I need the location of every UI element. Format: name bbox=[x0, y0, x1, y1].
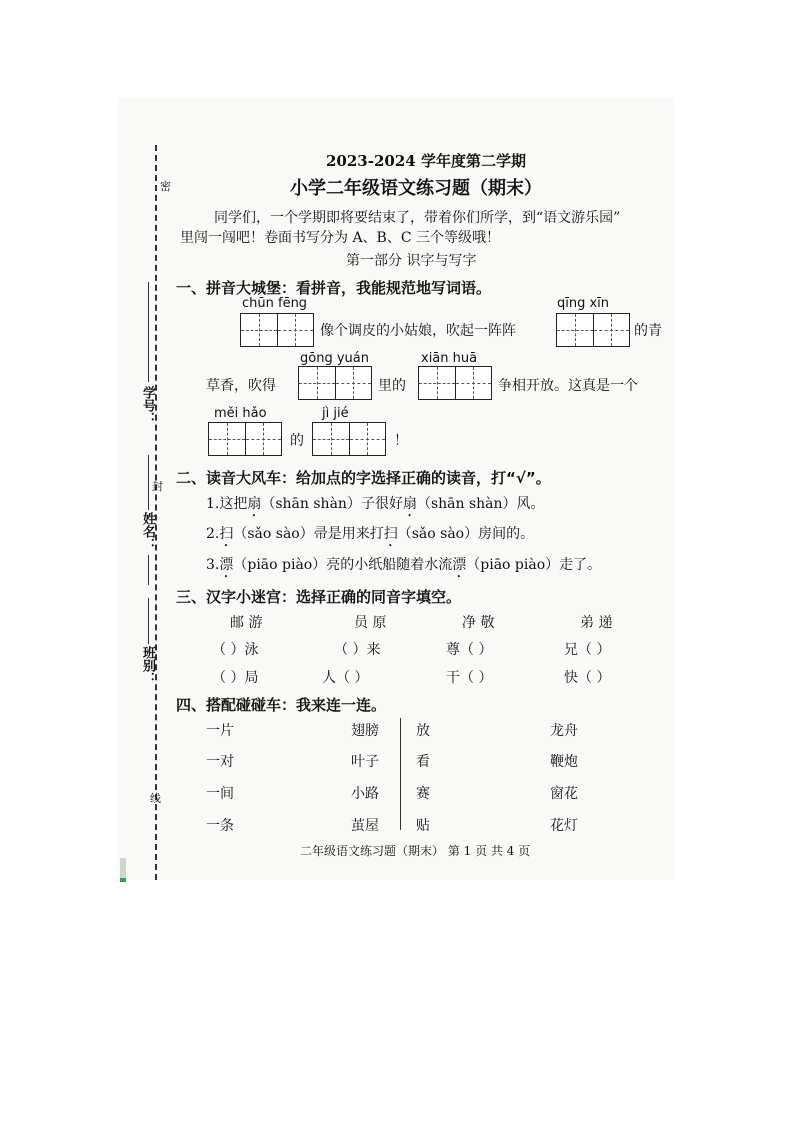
field-label-student-id: 学号： bbox=[140, 386, 155, 425]
pinyin-xianhua: xiān huā bbox=[421, 351, 478, 366]
q2-item-3-num: 3. bbox=[206, 557, 220, 573]
field-line-name[interactable] bbox=[148, 455, 149, 510]
writing-grid-xianhua[interactable] bbox=[418, 366, 492, 400]
q4-right-b-4[interactable]: 花灯 bbox=[550, 818, 578, 834]
q2-item-1-a: 这把 bbox=[219, 496, 248, 512]
writing-grid-chunfeng[interactable] bbox=[240, 313, 314, 347]
q2-item-1-dot1: 扇 bbox=[247, 496, 262, 512]
q4-right-b-3[interactable]: 窗花 bbox=[550, 786, 578, 802]
writing-grid-qingxin[interactable] bbox=[556, 313, 630, 347]
q3-group-2: 员 原 bbox=[354, 615, 387, 631]
q2-item-3-c[interactable]: （piāo piào）走了。 bbox=[466, 557, 602, 573]
field-line-name-2[interactable] bbox=[148, 555, 149, 585]
field-line-student-id[interactable] bbox=[148, 282, 149, 382]
q1-text-5: 争相开放。这真是一个 bbox=[498, 378, 638, 394]
q4-right-a-4[interactable]: 贴 bbox=[416, 818, 430, 834]
q1-heading: 一、拼音大城堡：看拼音，我能规范地写词语。 bbox=[176, 279, 492, 297]
q4-left-a-2[interactable]: 一对 bbox=[206, 754, 234, 770]
pinyin-qingxin: qīng xīn bbox=[557, 296, 610, 311]
q3-r2-c4[interactable]: 快（ ） bbox=[564, 670, 611, 686]
seal-char-feng: 封 bbox=[152, 480, 163, 493]
page-title: 小学二年级语文练习题（期末） bbox=[290, 178, 542, 199]
q3-heading: 三、汉字小迷宫：选择正确的同音字填空。 bbox=[176, 588, 462, 606]
q1-text-4: 里的 bbox=[378, 378, 406, 394]
field-label-class: 班别： bbox=[140, 646, 155, 685]
q2-item-1 bbox=[206, 493, 545, 520]
field-label-name: 姓名： bbox=[140, 512, 155, 551]
intro-line-1: 同学们，一个学期即将要结束了，带着你们所学，到“语文游乐园” bbox=[214, 210, 621, 226]
q4-left-b-1[interactable]: 翅膀 bbox=[351, 723, 379, 739]
q4-heading: 四、搭配碰碰车：我来连一连。 bbox=[176, 696, 387, 714]
q1-text-3: 草香，吹得 bbox=[206, 378, 276, 394]
q3-group-1: 邮 游 bbox=[230, 615, 263, 631]
q2-item-1-dot2: 扇 bbox=[402, 496, 417, 512]
q4-right-b-1[interactable]: 龙舟 bbox=[550, 723, 578, 739]
pinyin-gongyuan: gōng yuán bbox=[300, 351, 369, 366]
q2-item-2-num: 2. bbox=[206, 526, 220, 542]
q3-r1-c4[interactable]: 兄（ ） bbox=[564, 642, 611, 658]
q2-item-2-c[interactable]: （sǎo sào）房间的。 bbox=[397, 526, 535, 542]
q4-right-a-2[interactable]: 看 bbox=[416, 754, 430, 770]
q4-right-a-1[interactable]: 放 bbox=[416, 723, 430, 739]
q2-item-3 bbox=[206, 554, 601, 581]
q1-text-7: ！ bbox=[394, 433, 408, 449]
q4-left-b-4[interactable]: 茧屋 bbox=[351, 818, 379, 834]
q2-item-1-c[interactable]: （shān shàn）风。 bbox=[416, 496, 545, 512]
q4-left-b-3[interactable]: 小路 bbox=[351, 786, 379, 802]
q2-item-3-dot2: 漂 bbox=[452, 557, 467, 573]
q4-left-b-2[interactable]: 叶子 bbox=[351, 754, 379, 770]
q2-heading: 二、读音大风车：给加点的字选择正确的读音，打“√”。 bbox=[176, 469, 551, 487]
q1-text-6: 的 bbox=[290, 433, 304, 449]
seal-char-mi: 密 bbox=[160, 180, 171, 193]
part-title: 第一部分 识字与写字 bbox=[346, 253, 477, 269]
q3-r2-c1[interactable]: （ ）局 bbox=[212, 670, 259, 686]
q3-r1-c2[interactable]: （ ）来 bbox=[334, 642, 381, 658]
pinyin-meihao: měi hǎo bbox=[214, 406, 267, 421]
q3-r2-c3[interactable]: 干（ ） bbox=[446, 670, 493, 686]
q3-r1-c3[interactable]: 尊（ ） bbox=[446, 642, 493, 658]
term-label: 2023-2024 学年度第二学期 bbox=[326, 152, 526, 170]
page-footer: 二年级语文练习题（期末） 第 1 页 共 4 页 bbox=[300, 844, 531, 858]
q2-item-2-dot2: 扫 bbox=[383, 526, 398, 542]
pinyin-chunfeng: chūn fēng bbox=[242, 296, 308, 311]
intro-line-2: 里闯一闯吧！卷面书写分为 A、B、C 三个等级哦！ bbox=[180, 230, 501, 246]
scan-edge-marker bbox=[120, 858, 126, 878]
q4-left-a-4[interactable]: 一条 bbox=[206, 818, 234, 834]
q2-item-1-num: 1. bbox=[206, 496, 220, 512]
q2-item-2-dot1: 扫 bbox=[219, 526, 234, 542]
q1-text-2: 的青 bbox=[634, 323, 662, 339]
q1-text-1: 像个调皮的小姑娘，吹起一阵阵 bbox=[320, 323, 516, 339]
q4-left-a-1[interactable]: 一片 bbox=[206, 723, 234, 739]
writing-grid-jijie[interactable] bbox=[312, 422, 386, 456]
writing-grid-meihao[interactable] bbox=[208, 422, 282, 456]
q2-item-3-b[interactable]: （piāo piào）亮的小纸船随着水流 bbox=[233, 557, 453, 573]
pinyin-jijie: jì jié bbox=[322, 406, 349, 421]
q3-group-3: 净 敬 bbox=[462, 615, 495, 631]
q4-column-divider bbox=[400, 718, 401, 830]
writing-grid-gongyuan[interactable] bbox=[298, 366, 372, 400]
q3-r2-c2[interactable]: 人（ ） bbox=[322, 670, 369, 686]
field-line-class[interactable] bbox=[148, 598, 149, 644]
q2-item-2-b[interactable]: （sǎo sào）帚是用来打 bbox=[233, 526, 384, 542]
q2-item-3-dot1: 漂 bbox=[219, 557, 234, 573]
q2-item-1-b[interactable]: （shān shàn）子很好 bbox=[261, 496, 403, 512]
q4-right-b-2[interactable]: 鞭炮 bbox=[550, 754, 578, 770]
q2-item-2 bbox=[206, 523, 534, 550]
q3-r1-c1[interactable]: （ ）泳 bbox=[212, 642, 259, 658]
q4-right-a-3[interactable]: 赛 bbox=[416, 786, 430, 802]
q3-group-4: 弟 递 bbox=[580, 615, 613, 631]
seal-char-xian: 线 bbox=[150, 792, 161, 805]
q4-left-a-3[interactable]: 一间 bbox=[206, 786, 234, 802]
